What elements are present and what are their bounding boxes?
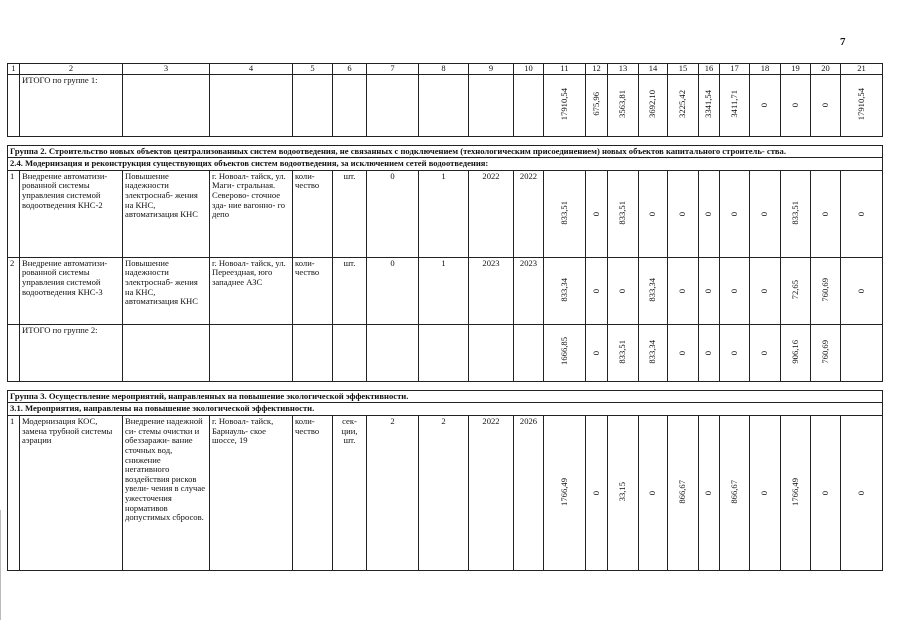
finance-value: [720, 416, 750, 571]
finance-value: [720, 170, 750, 257]
indicator-unit: шт.: [333, 170, 367, 257]
measure-name: Внедрение автоматизи- рованной системы управления системой водоотведения КНС-2: [20, 170, 123, 257]
finance-value-text: 72,65: [789, 279, 800, 300]
total-row-label: ИТОГО по группе 2:: [20, 324, 123, 381]
total-value-text: 0: [703, 350, 714, 355]
indicator-name: коли- чество: [293, 416, 333, 571]
finance-value: [841, 170, 883, 257]
total-value-text: 0: [677, 350, 688, 355]
finance-value: [586, 170, 608, 257]
measure-name: Модернизация КОС, замена трубной системы аэрации: [20, 416, 123, 571]
group2-item-row: [8, 257, 883, 324]
finance-value: [811, 416, 841, 571]
finance-value: [668, 416, 699, 571]
measure-location: г. Новоал- тайск, Барнауль- ское шоссе, 19: [210, 416, 293, 571]
column-number: 8: [419, 64, 469, 75]
start-year: 2023: [469, 257, 514, 324]
row-number: 1: [8, 416, 20, 571]
total-value: [781, 74, 811, 136]
finance-value: [608, 416, 639, 571]
total-value: [781, 324, 811, 381]
finance-value-text: 866,67: [728, 479, 739, 504]
column-number: 18: [750, 64, 781, 75]
finance-value: [781, 170, 811, 257]
total-row-number: [8, 74, 20, 136]
column-number: 14: [639, 64, 668, 75]
value-before: 2: [367, 416, 419, 571]
finance-value: [586, 416, 608, 571]
finance-value-text: 866,67: [677, 479, 688, 504]
table-gap-row: [8, 136, 883, 145]
finance-value-text: 1766,49: [558, 477, 569, 506]
finance-value-text: 0: [647, 490, 658, 496]
start-year: 2022: [469, 416, 514, 571]
total-value: [668, 324, 699, 381]
finance-value: [750, 257, 781, 324]
column-number: 20: [811, 64, 841, 75]
column-number: 19: [781, 64, 811, 75]
total-value: [750, 324, 781, 381]
total-value: [750, 74, 781, 136]
finance-value: [668, 170, 699, 257]
total-value: [841, 324, 883, 381]
finance-value: [668, 257, 699, 324]
total-row-empty: [419, 74, 469, 136]
total-value: [699, 324, 720, 381]
finance-value: [781, 257, 811, 324]
total-value-text: 3692,10: [647, 89, 658, 118]
finance-value-text: 0: [759, 288, 770, 293]
total-row-empty: [123, 74, 210, 136]
measure-goal: Внедрение надежной си- стемы очистки и обеззаражи- вание сточных вод, снижение негативного воздействия рисков увели- чения в случае ужесточения нормативов допустимых сбросов.: [123, 416, 210, 571]
end-year: 2026: [514, 416, 544, 571]
total-row-empty: [123, 324, 210, 381]
total-value-text: 3341,54: [703, 89, 714, 118]
value-before: 0: [367, 257, 419, 324]
measure-goal: Повышение надежности электроснаб- жения на КНС, автоматизация КНС: [123, 170, 210, 257]
finance-value-text: 0: [728, 211, 739, 216]
total-value: [668, 74, 699, 136]
finance-value-text: 0: [855, 211, 866, 216]
finance-value: [699, 170, 720, 257]
total-row-empty: [419, 324, 469, 381]
finance-value-text: 0: [617, 288, 628, 293]
finance-value: [841, 257, 883, 324]
finance-value: [586, 257, 608, 324]
measure-goal: Повышение надежности электроснаб- жения на КНС, автоматизация КНС: [123, 257, 210, 324]
finance-value-text: 33,15: [617, 482, 628, 502]
total-row-empty: [293, 74, 333, 136]
finance-value-text: 0: [703, 288, 714, 293]
total-value-text: 3225,42: [677, 89, 688, 118]
total-value-text: 833,51: [617, 339, 628, 364]
group3-title-row-cell: Группа 3. Осуществление мероприятий, направленных на повышение экологической эффективности.: [8, 390, 883, 403]
finance-value: [699, 257, 720, 324]
total-row-empty: [333, 74, 367, 136]
total-value: [720, 324, 750, 381]
group2-title-row-cell: Группа 2. Строительство новых объектов централизованных систем водоотведения, не связанных с подключением (технологическим присоединением) новых объектов капитального строитель- ства.: [8, 145, 883, 158]
finance-value: [781, 416, 811, 571]
total-value: [608, 74, 639, 136]
total-value: [608, 324, 639, 381]
group2-subgroup-row: [8, 158, 883, 171]
finance-value: [750, 170, 781, 257]
column-number: 21: [841, 64, 883, 75]
group3-subgroup-row-cell: 3.1. Мероприятия, направлены на повышение экологической эффективности.: [8, 403, 883, 416]
end-year: 2023: [514, 257, 544, 324]
finance-value-text: 0: [590, 211, 601, 216]
total-value: [841, 74, 883, 136]
column-number: 12: [586, 64, 608, 75]
finance-value-text: 0: [590, 288, 601, 293]
total-value-text: 0: [728, 350, 739, 355]
finance-value: [699, 416, 720, 571]
finance-value-text: 833,51: [558, 200, 569, 225]
row-number: 1: [8, 170, 20, 257]
group2-title-row: [8, 145, 883, 158]
total-value-text: 3563,81: [617, 89, 628, 118]
total-value-text: 17910,54: [558, 87, 569, 120]
total-value-text: 3411,71: [728, 89, 739, 118]
indicator-unit: сек- ции, шт.: [333, 416, 367, 571]
scan-margin-line: [0, 510, 1, 620]
total-row-empty: [514, 74, 544, 136]
total-value-text: 675,96: [590, 91, 601, 116]
total-value: [586, 324, 608, 381]
column-number: 1: [8, 64, 20, 75]
total-row-empty: [293, 324, 333, 381]
finance-value-text: 760,69: [819, 277, 830, 302]
finance-value-text: 0: [855, 288, 866, 293]
total-row-empty: [367, 324, 419, 381]
finance-value: [720, 257, 750, 324]
total-value-text: 17910,54: [855, 87, 866, 120]
measure-name: Внедрение автоматизи- рованной системы управления системой водоотведения КНС-3: [20, 257, 123, 324]
total-value: [639, 74, 668, 136]
total-value-text: 0: [590, 350, 601, 355]
indicator-name: коли- чество: [293, 257, 333, 324]
column-number: 17: [720, 64, 750, 75]
value-after: 2: [419, 416, 469, 571]
total-row-number: [8, 324, 20, 381]
value-after: 1: [419, 257, 469, 324]
finance-value-text: 0: [677, 288, 688, 293]
indicator-unit: шт.: [333, 257, 367, 324]
total-row-label: ИТОГО по группе 1:: [20, 74, 123, 136]
total-value: [544, 324, 586, 381]
finance-value: [811, 170, 841, 257]
measure-location: г. Новоал- тайск, ул. Переездная, юго западнее АЗС: [210, 257, 293, 324]
total-value-text: 760,69: [819, 339, 830, 364]
group1-total-row: [8, 74, 883, 136]
finance-value: [544, 170, 586, 257]
value-after: 1: [419, 170, 469, 257]
column-number: 3: [123, 64, 210, 75]
total-value: [811, 324, 841, 381]
finance-value-text: 0: [855, 490, 866, 496]
investment-program-table: [7, 63, 883, 571]
finance-value-text: 0: [819, 490, 830, 496]
total-value-text: 0: [819, 102, 830, 108]
page-number: 7: [840, 36, 846, 48]
total-row-empty: [333, 324, 367, 381]
end-year: 2022: [514, 170, 544, 257]
column-number: 7: [367, 64, 419, 75]
finance-value: [750, 416, 781, 571]
finance-value-text: 1766,49: [789, 477, 800, 506]
finance-value: [544, 257, 586, 324]
finance-value-text: 0: [590, 490, 601, 496]
finance-value-text: 0: [703, 211, 714, 216]
finance-value: [639, 257, 668, 324]
finance-value-text: 0: [647, 211, 658, 216]
column-number: 9: [469, 64, 514, 75]
column-number: 2: [20, 64, 123, 75]
total-value-text: 0: [759, 102, 770, 108]
total-row-empty: [469, 324, 514, 381]
column-number: 4: [210, 64, 293, 75]
finance-value-text: 0: [759, 211, 770, 216]
column-number: 13: [608, 64, 639, 75]
column-number: 6: [333, 64, 367, 75]
start-year: 2022: [469, 170, 514, 257]
total-row-empty: [210, 324, 293, 381]
column-number-row: [8, 64, 883, 75]
finance-value: [639, 416, 668, 571]
total-value: [720, 74, 750, 136]
value-before: 0: [367, 170, 419, 257]
total-row-empty: [514, 324, 544, 381]
finance-value-text: 833,34: [558, 277, 569, 302]
finance-value-text: 0: [759, 490, 770, 496]
finance-value-text: 0: [728, 288, 739, 293]
finance-value: [544, 416, 586, 571]
total-row-empty: [469, 74, 514, 136]
total-value: [639, 324, 668, 381]
group3-title-row: [8, 390, 883, 403]
total-value-text: 833,34: [647, 339, 658, 364]
measure-location: г. Новоал- тайск, ул. Маги- стральная. Северово- сточное зда- ние вагонно- го депо: [210, 170, 293, 257]
finance-value-text: 0: [819, 211, 830, 216]
finance-value-text: 0: [703, 490, 714, 496]
total-value: [811, 74, 841, 136]
group2-total-row: [8, 324, 883, 381]
indicator-name: коли- чество: [293, 170, 333, 257]
column-number: 16: [699, 64, 720, 75]
gap-cell: [8, 136, 883, 145]
row-number: 2: [8, 257, 20, 324]
finance-value: [608, 257, 639, 324]
finance-value-text: 833,51: [789, 200, 800, 225]
total-value: [699, 74, 720, 136]
finance-value: [811, 257, 841, 324]
table-gap-row: [8, 381, 883, 390]
total-value-text: 906,16: [789, 339, 800, 364]
column-number: 5: [293, 64, 333, 75]
finance-value-text: 833,34: [647, 277, 658, 302]
total-value-text: 0: [759, 350, 770, 355]
finance-value-text: 0: [677, 211, 688, 216]
total-value-text: 1666,85: [558, 337, 569, 366]
finance-value-text: 833,51: [617, 200, 628, 225]
total-value: [586, 74, 608, 136]
total-value-text: 0: [789, 102, 800, 108]
total-value: [544, 74, 586, 136]
column-number: 15: [668, 64, 699, 75]
group2-item-row: [8, 170, 883, 257]
group2-subgroup-row-cell: 2.4. Модернизация и реконструкция существующих объектов систем водоотведения, за исключением сетей водоотведения:: [8, 158, 883, 171]
finance-value: [841, 416, 883, 571]
group3-item-row: [8, 416, 883, 571]
finance-value: [639, 170, 668, 257]
total-row-empty: [367, 74, 419, 136]
finance-value: [608, 170, 639, 257]
total-row-empty: [210, 74, 293, 136]
column-number: 10: [514, 64, 544, 75]
group3-subgroup-row: [8, 403, 883, 416]
gap-cell: [8, 381, 883, 390]
column-number: 11: [544, 64, 586, 75]
